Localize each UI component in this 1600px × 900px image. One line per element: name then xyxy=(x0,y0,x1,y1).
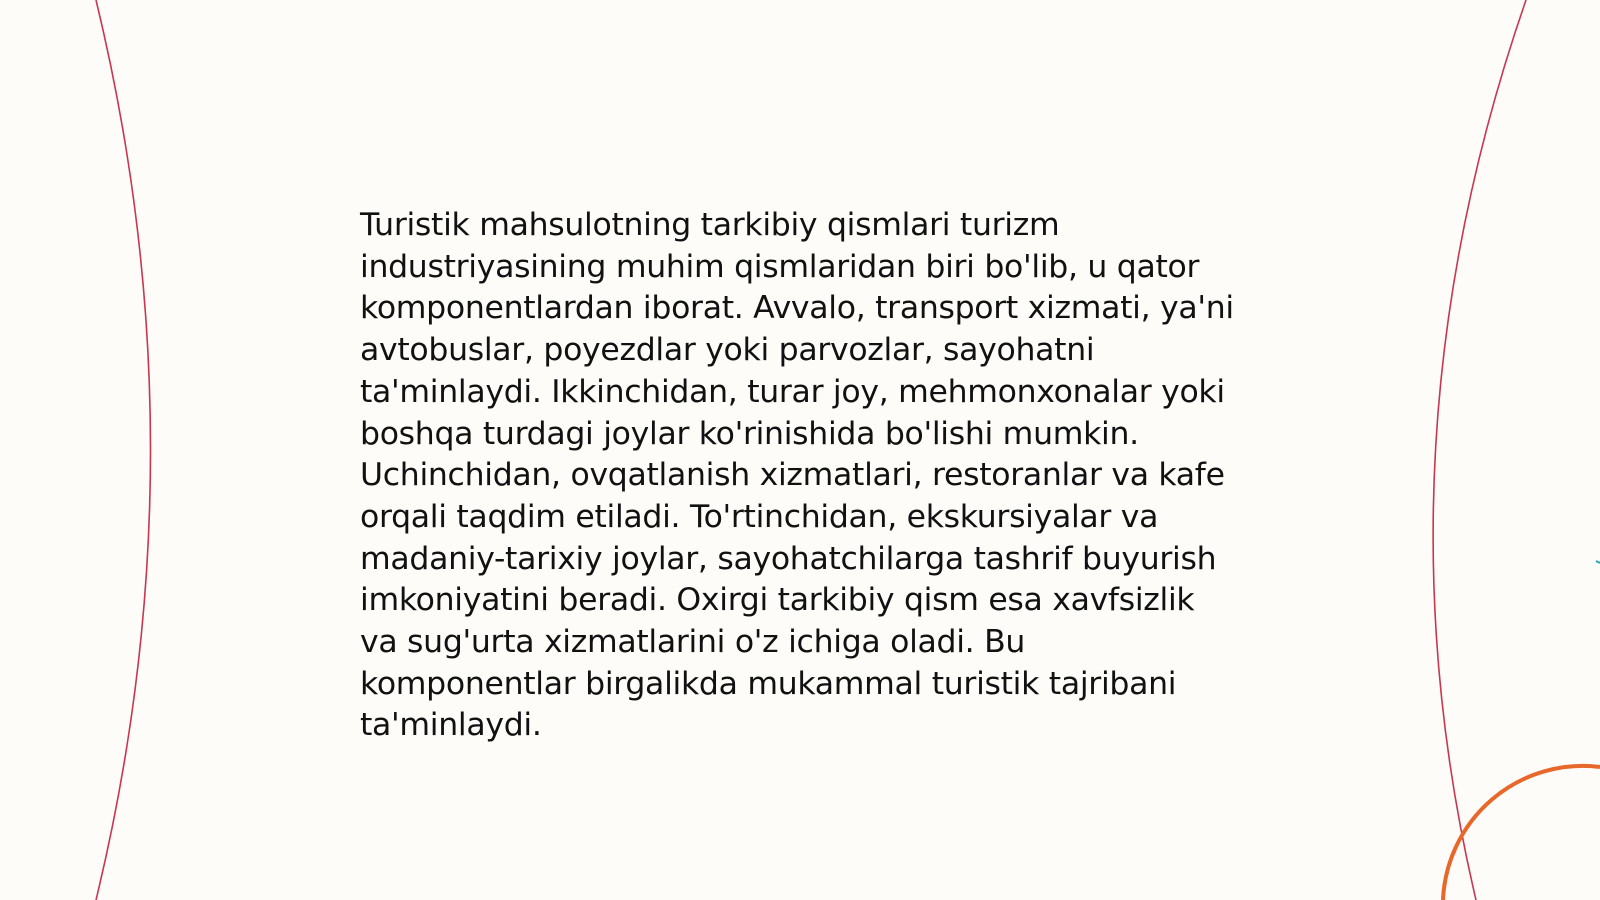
teal-accent-mark xyxy=(1596,561,1600,563)
right-curve-line xyxy=(1433,0,1526,900)
body-paragraph: Turistik mahsulotning tarkibiy qismlari turizm industriyasining muhim qismlaridan biri bo'lib, u qator komponentlardan iborat. Avvalo, transport xizmati, ya'ni avtobuslar, poyezdlar yoki parvozlar, sayohatni ta'minlaydi. Ikkinchidan, turar joy, mehmonxonalar yoki boshqa turdagi joylar ko'rinishida bo'lishi mumkin. Uchinchidan, ovqatlanish xizmatlari, restoranlar va kafe orqali taqdim etiladi. To'rtinchidan, ekskursiyalar va madaniy-tarixiy joylar, sayohatchilarga tashrif buyurish imkoniyatini beradi. Oxirgi tarkibiy qism esa xavfsizlik va sug'urta xizmatlarini o'z ichiga oladi. Bu komponentlar birgalikda mukammal turistik tajribani ta'minlaydi. xyxy=(360,207,1234,744)
left-curve-line xyxy=(96,0,151,900)
orange-arc xyxy=(1443,766,1600,900)
